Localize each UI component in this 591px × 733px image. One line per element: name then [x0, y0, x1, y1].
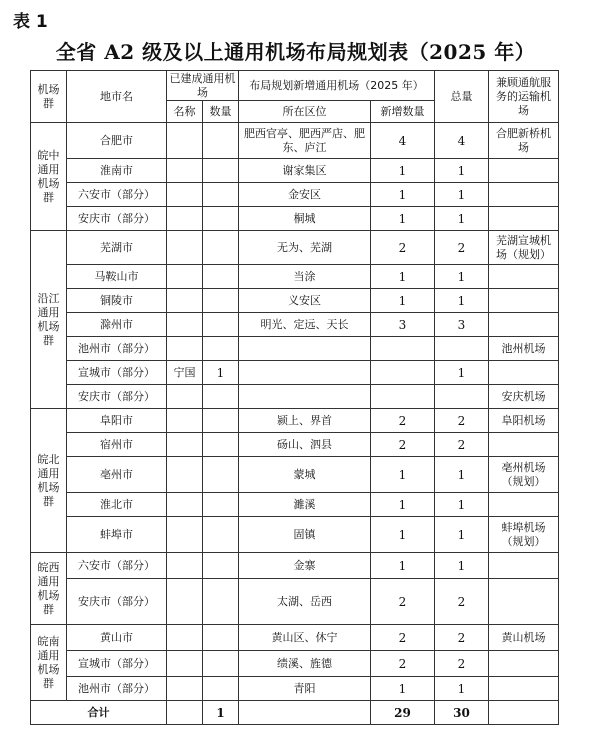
total-cell: 2 — [435, 651, 489, 677]
new-count-cell: 1 — [371, 159, 435, 183]
dual-use-cell — [489, 265, 559, 289]
city-cell: 宣城市（部分） — [67, 361, 167, 385]
totals-label: 合计 — [31, 701, 167, 725]
built-name-cell — [167, 385, 203, 409]
new-count-cell: 1 — [371, 265, 435, 289]
built-count-cell — [203, 337, 239, 361]
new-count-cell: 3 — [371, 313, 435, 337]
built-count-cell — [203, 183, 239, 207]
dual-use-cell — [489, 313, 559, 337]
dual-use-cell: 阜阳机场 — [489, 409, 559, 433]
header-city: 地市名 — [67, 71, 167, 123]
new-count-cell: 1 — [371, 677, 435, 701]
new-count-cell: 1 — [371, 183, 435, 207]
built-count-cell — [203, 123, 239, 159]
built-name-cell — [167, 579, 203, 625]
built-name-cell — [167, 457, 203, 493]
header-district: 所在区位 — [239, 101, 371, 123]
city-cell: 淮北市 — [67, 493, 167, 517]
new-count-cell: 2 — [371, 231, 435, 265]
dual-use-cell — [489, 553, 559, 579]
city-cell: 池州市（部分） — [67, 337, 167, 361]
dual-use-cell — [489, 183, 559, 207]
new-count-cell: 1 — [371, 493, 435, 517]
totals-built-count: 1 — [203, 701, 239, 725]
new-count-cell: 2 — [371, 625, 435, 651]
built-name-cell — [167, 207, 203, 231]
district-cell: 砀山、泗县 — [239, 433, 371, 457]
district-cell: 金安区 — [239, 183, 371, 207]
built-count-cell — [203, 579, 239, 625]
district-cell: 青阳 — [239, 677, 371, 701]
dual-use-cell — [489, 289, 559, 313]
built-count-cell — [203, 517, 239, 553]
total-cell: 1 — [435, 183, 489, 207]
table-row — [31, 183, 559, 207]
table-row — [31, 337, 559, 361]
total-cell: 1 — [435, 457, 489, 493]
district-cell — [239, 337, 371, 361]
built-name-cell — [167, 625, 203, 651]
built-name-cell — [167, 183, 203, 207]
new-count-cell — [371, 361, 435, 385]
city-cell: 芜湖市 — [67, 231, 167, 265]
built-name-cell — [167, 409, 203, 433]
group-name: 皖北通用机场群 — [31, 409, 67, 553]
built-count-cell — [203, 265, 239, 289]
city-cell: 蚌埠市 — [67, 517, 167, 553]
district-cell: 绩溪、旌德 — [239, 651, 371, 677]
header-total: 总量 — [435, 71, 489, 123]
total-cell: 2 — [435, 433, 489, 457]
built-name-cell — [167, 231, 203, 265]
table-row — [31, 651, 559, 677]
table-row — [31, 625, 559, 651]
header-new-count: 新增数量 — [371, 101, 435, 123]
district-cell: 太湖、岳西 — [239, 579, 371, 625]
built-count-cell — [203, 231, 239, 265]
district-cell — [239, 385, 371, 409]
total-cell — [435, 385, 489, 409]
district-cell: 固镇 — [239, 517, 371, 553]
total-cell — [435, 337, 489, 361]
table-row — [31, 207, 559, 231]
built-name-cell — [167, 337, 203, 361]
district-cell: 濉溪 — [239, 493, 371, 517]
built-count-cell — [203, 625, 239, 651]
total-cell: 1 — [435, 159, 489, 183]
city-cell: 马鞍山市 — [67, 265, 167, 289]
city-cell: 黄山市 — [67, 625, 167, 651]
totals-built-name — [167, 701, 203, 725]
district-cell: 义安区 — [239, 289, 371, 313]
new-count-cell: 1 — [371, 207, 435, 231]
built-count-cell — [203, 493, 239, 517]
district-cell — [239, 361, 371, 385]
new-count-cell: 2 — [371, 409, 435, 433]
dual-use-cell: 合肥新桥机场 — [489, 123, 559, 159]
dual-use-cell — [489, 493, 559, 517]
total-cell: 1 — [435, 207, 489, 231]
built-name-cell: 宁国 — [167, 361, 203, 385]
new-count-cell: 1 — [371, 457, 435, 493]
table-row — [31, 553, 559, 579]
district-cell: 当涂 — [239, 265, 371, 289]
table-row — [31, 231, 559, 265]
built-name-cell — [167, 677, 203, 701]
total-cell: 1 — [435, 289, 489, 313]
built-count-cell — [203, 313, 239, 337]
dual-use-cell — [489, 651, 559, 677]
totals-total: 30 — [435, 701, 489, 725]
district-cell: 无为、芜湖 — [239, 231, 371, 265]
header-built: 已建成通用机场 — [167, 71, 239, 101]
city-cell: 亳州市 — [67, 457, 167, 493]
total-cell: 1 — [435, 677, 489, 701]
table-row — [31, 433, 559, 457]
header-dual-use: 兼顾通航服务的运输机场 — [489, 71, 559, 123]
built-count-cell — [203, 409, 239, 433]
city-cell: 淮南市 — [67, 159, 167, 183]
dual-use-cell: 池州机场 — [489, 337, 559, 361]
total-cell: 1 — [435, 265, 489, 289]
table-row — [31, 409, 559, 433]
table-row — [31, 579, 559, 625]
built-count-cell — [203, 207, 239, 231]
built-count-cell — [203, 433, 239, 457]
total-cell: 3 — [435, 313, 489, 337]
built-name-cell — [167, 433, 203, 457]
built-name-cell — [167, 313, 203, 337]
table-row — [31, 677, 559, 701]
built-count-cell — [203, 457, 239, 493]
city-cell: 安庆市（部分） — [67, 207, 167, 231]
district-cell: 蒙城 — [239, 457, 371, 493]
table-row — [31, 385, 559, 409]
table-number: 表 1 — [13, 12, 48, 32]
table-row — [31, 457, 559, 493]
district-cell: 桐城 — [239, 207, 371, 231]
header-row — [31, 71, 559, 101]
built-name-cell — [167, 651, 203, 677]
built-name-cell — [167, 289, 203, 313]
district-cell: 金寨 — [239, 553, 371, 579]
city-cell: 合肥市 — [67, 123, 167, 159]
header-planned: 布局规划新增通用机场（2025 年） — [239, 71, 435, 101]
dual-use-cell — [489, 361, 559, 385]
built-name-cell — [167, 159, 203, 183]
total-cell: 4 — [435, 123, 489, 159]
city-cell: 宿州市 — [67, 433, 167, 457]
dual-use-cell: 黄山机场 — [489, 625, 559, 651]
district-cell: 明光、定远、天长 — [239, 313, 371, 337]
table-row — [31, 289, 559, 313]
city-cell: 池州市（部分） — [67, 677, 167, 701]
city-cell: 安庆市（部分） — [67, 385, 167, 409]
dual-use-cell — [489, 677, 559, 701]
built-name-cell — [167, 553, 203, 579]
dual-use-cell — [489, 159, 559, 183]
dual-use-cell: 芜湖宣城机场（规划） — [489, 231, 559, 265]
totals-district — [239, 701, 371, 725]
district-cell: 谢家集区 — [239, 159, 371, 183]
built-count-cell — [203, 677, 239, 701]
new-count-cell: 2 — [371, 433, 435, 457]
dual-use-cell: 蚌埠机场（规划） — [489, 517, 559, 553]
table-row — [31, 517, 559, 553]
district-cell: 肥西官亭、肥西严店、肥东、庐江 — [239, 123, 371, 159]
total-cell: 2 — [435, 625, 489, 651]
new-count-cell: 2 — [371, 651, 435, 677]
totals-new-count: 29 — [371, 701, 435, 725]
table-row — [31, 123, 559, 159]
built-count-cell: 1 — [203, 361, 239, 385]
total-cell: 1 — [435, 361, 489, 385]
table-row — [31, 265, 559, 289]
built-name-cell — [167, 517, 203, 553]
table-row — [31, 361, 559, 385]
dual-use-cell — [489, 579, 559, 625]
city-cell: 六安市（部分） — [67, 553, 167, 579]
dual-use-cell — [489, 433, 559, 457]
new-count-cell: 4 — [371, 123, 435, 159]
new-count-cell — [371, 337, 435, 361]
table-row — [31, 159, 559, 183]
built-count-cell — [203, 289, 239, 313]
airport-plan-table — [30, 70, 559, 725]
new-count-cell — [371, 385, 435, 409]
new-count-cell: 1 — [371, 289, 435, 313]
group-name: 皖西通用机场群 — [31, 553, 67, 625]
totals-dual-use — [489, 701, 559, 725]
total-cell: 1 — [435, 553, 489, 579]
header-built-name: 名称 — [167, 101, 203, 123]
built-name-cell — [167, 123, 203, 159]
new-count-cell: 1 — [371, 517, 435, 553]
table-row — [31, 313, 559, 337]
total-cell: 1 — [435, 517, 489, 553]
new-count-cell: 2 — [371, 579, 435, 625]
group-name: 皖南通用机场群 — [31, 625, 67, 701]
city-cell: 阜阳市 — [67, 409, 167, 433]
page-title: 全省 A2 级及以上通用机场布局规划表（2025 年） — [55, 40, 536, 64]
city-cell: 六安市（部分） — [67, 183, 167, 207]
built-count-cell — [203, 651, 239, 677]
dual-use-cell: 安庆机场 — [489, 385, 559, 409]
built-count-cell — [203, 553, 239, 579]
city-cell: 宣城市（部分） — [67, 651, 167, 677]
built-count-cell — [203, 159, 239, 183]
district-cell: 黄山区、休宁 — [239, 625, 371, 651]
total-cell: 2 — [435, 579, 489, 625]
totals-row — [31, 701, 559, 725]
header-built-count: 数量 — [203, 101, 239, 123]
group-name: 皖中通用机场群 — [31, 123, 67, 231]
total-cell: 2 — [435, 409, 489, 433]
district-cell: 颍上、界首 — [239, 409, 371, 433]
total-cell: 1 — [435, 493, 489, 517]
table-row — [31, 493, 559, 517]
new-count-cell: 1 — [371, 553, 435, 579]
built-name-cell — [167, 265, 203, 289]
total-cell: 2 — [435, 231, 489, 265]
dual-use-cell: 亳州机场（规划） — [489, 457, 559, 493]
city-cell: 安庆市（部分） — [67, 579, 167, 625]
city-cell: 滁州市 — [67, 313, 167, 337]
header-group: 机场群 — [31, 71, 67, 123]
built-count-cell — [203, 385, 239, 409]
built-name-cell — [167, 493, 203, 517]
dual-use-cell — [489, 207, 559, 231]
group-name: 沿江通用机场群 — [31, 231, 67, 409]
city-cell: 铜陵市 — [67, 289, 167, 313]
